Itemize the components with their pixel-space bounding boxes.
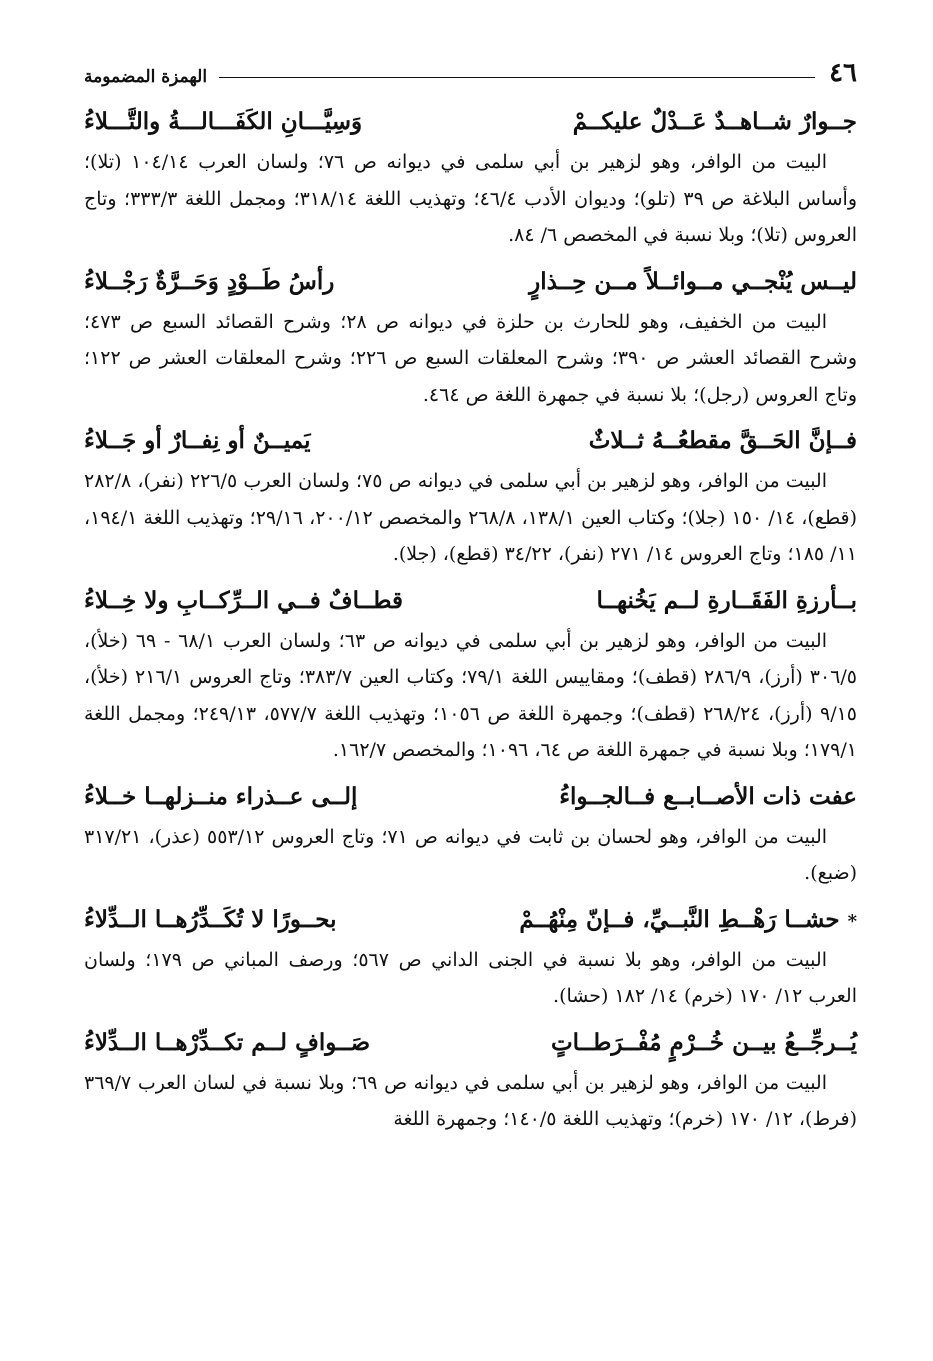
- verse-second-hemistich: قطــافٌ فــي الــرِّكــابِ ولا خِــلاءُ: [84, 586, 403, 614]
- verse-first-hemistich: [551, 1021, 857, 1065]
- verse-line: [84, 260, 857, 304]
- verse-commentary: البيت من الوافر، وهو لحسان بن ثابت في ديوانه ص ٧١؛ وتاج العروس ٥٥٣/١٢ (عذر)، ٣١٧/٢١ (ضبع).: [84, 825, 857, 884]
- entry-7: [84, 1021, 857, 1138]
- page-number: ٤٦: [829, 58, 857, 88]
- verse-commentary: البيت من الخفيف، وهو للحارث بن حلزة في ديوانه ص ٢٨؛ وشرح القصائد السبع ص ٤٧٣؛ وشرح القصائد العشر ص ٣٩٠؛ وشرح المعلقات السبع ص ٢٢٦؛ وشرح المعلقات العشر ص ١٢٢؛ وتاج العروس (رجل)؛ بلا نسبة في جمهرة اللغة ص ٤٦٤.: [84, 310, 857, 406]
- verse-first-hemistich: [529, 260, 857, 304]
- running-head: [84, 52, 857, 86]
- entry-4: [84, 579, 857, 769]
- verse-second-hemistich: وَسِيَّـــانِ الكَفَـــالـــةُ والتَّـــلاءُ: [84, 108, 363, 135]
- verse-text: حشــا رَهْــطِ النَّبــيِّ، فــإنّ مِنْهُــمْ: [519, 905, 840, 933]
- verse-line: [84, 419, 857, 463]
- verse-text: بــأرزةِ الفَقَــارةِ لــم يَخُنهــا: [596, 586, 857, 614]
- verse-commentary: البيت من الوافر، وهو لزهير بن أبي سلمى في ديوانه ص ٦٣؛ ولسان العرب ٦٨/١ - ٦٩ (خلأ)، ٣٠٦/٥ (أرز)، ٢٨٦/٩ (قطف)؛ ومقاييس اللغة ٧٩/١؛ وكتاب العين ٣٨٣/٧؛ وتاج العروس ٢١٦/١ (خلأ)، ٩/١٥ (أرز)، ٢٦٨/٢٤ (قطف)؛ وجمهرة اللغة ص ١٠٥٦؛ وتهذيب اللغة ٥٧٧/٧، ٢٤٩/١٣؛ ومجمل اللغة ١٧٩/١؛ وبلا نسبة في جمهرة اللغة ص ٦٤، ١٠٩٦؛ والمخصص ١٦٢/٧.: [84, 629, 858, 761]
- verse-second-hemistich: إلــى عــذراء منــزلهــا خــلاءُ: [84, 782, 358, 810]
- verse-first-hemistich: [589, 419, 857, 463]
- verse-first-hemistich: [519, 898, 857, 944]
- verse-line: [84, 100, 857, 144]
- verse-first-hemistich: [573, 100, 857, 144]
- verse-line: [84, 579, 857, 623]
- verse-second-hemistich: بحــورًا لا تُكَــدِّرُهــا الــدِّلاءُ: [84, 905, 337, 933]
- entry-3: [84, 419, 857, 573]
- verse-text: فــإنَّ الحَــقَّ مقطعُــهُ ثــلاثٌ: [588, 427, 857, 454]
- verse-commentary: البيت من الوافر، وهو بلا نسبة في الجنى الداني ص ٥٦٧؛ ورصف المباني ص ١٧٩؛ ولسان العرب ١٢/ ١٧٠ (خرم) ١٤/ ١٨٢ (حشا).: [84, 948, 857, 1007]
- verse-text: ليــس يُنْجــي مــوائــلاً مــن حِــذارٍ: [529, 267, 857, 295]
- verse-second-hemistich: رأسُ طَــوْدٍ وَحَــرَّةٌ رَجْــلاءُ: [84, 267, 335, 295]
- verse-second-hemistich: يَميــنٌ أو نِفــارٌ أو جَــلاءُ: [84, 427, 311, 454]
- star-marker: *: [847, 910, 857, 932]
- entry-6: [84, 898, 857, 1015]
- entry-5: [84, 775, 857, 892]
- verse-line: [84, 1021, 857, 1065]
- verse-second-hemistich: صَــوافٍ لــم تكــدِّرْهــا الــدِّلاءُ: [84, 1028, 371, 1056]
- verse-commentary: البيت من الوافر، وهو لزهير بن أبي سلمى في ديوانه ص ٧٦؛ ولسان العرب ١٠٤/١٤ (تلا)؛ وأساس البلاغة ص ٣٩ (تلو)؛ وديوان الأدب ٤٦/٤؛ وتهذيب اللغة ٣١٨/١٤؛ ومجمل اللغة ٣٣٣/٣؛ وتاج العروس (تلا)؛ وبلا نسبة في المخصص ٦/ ٨٤.: [84, 151, 857, 246]
- verse-first-hemistich: [596, 579, 857, 623]
- verse-commentary: البيت من الوافر، وهو لزهير بن أبي سلمى في ديوانه ص ٧٥؛ ولسان العرب ٢٢٦/٥ (نفر)، ٢٨٢/٨ (قطع)، ١٤/ ١٥٠ (جلا)؛ وكتاب العين ١٣٨/١، ٢٦٨/٨ والمخصص ٢٠٠/١٢، ٢٩/١٦؛ وتهذيب اللغة ١٩٤/١، ١١/ ١٨٥؛ وتاج العروس ١٤/ ٢٧١ (نفر)، ٣٤/٢٢ (قطع)، (جلا).: [84, 470, 858, 565]
- verse-text: عفت ذات الأصــابــع فــالجــواءُ: [559, 782, 857, 810]
- verse-text: جــوارٌ شــاهــدٌ عَــدْلٌ عليكــمْ: [572, 108, 857, 135]
- verse-text: يُــرجِّــعُ بيــن خُــرْمٍ مُفْــرَطــاتٍ: [550, 1028, 857, 1056]
- entry-1: [84, 100, 857, 254]
- verse-first-hemistich: [559, 775, 857, 819]
- verse-line: [84, 898, 857, 942]
- entry-2: [84, 260, 857, 414]
- header-rule: [219, 77, 815, 78]
- section-title: الهمزة المضمومة: [84, 67, 208, 87]
- verse-line: [84, 775, 857, 819]
- verse-commentary: البيت من الوافر، وهو لزهير بن أبي سلمى في ديوانه ص ٦٩؛ وبلا نسبة في لسان العرب ٣٦٩/٧ (فرط)، ١٢/ ١٧٠ (خرم)؛ وتهذيب اللغة ١٤٠/٥؛ وجمهرة اللغة: [84, 1071, 857, 1130]
